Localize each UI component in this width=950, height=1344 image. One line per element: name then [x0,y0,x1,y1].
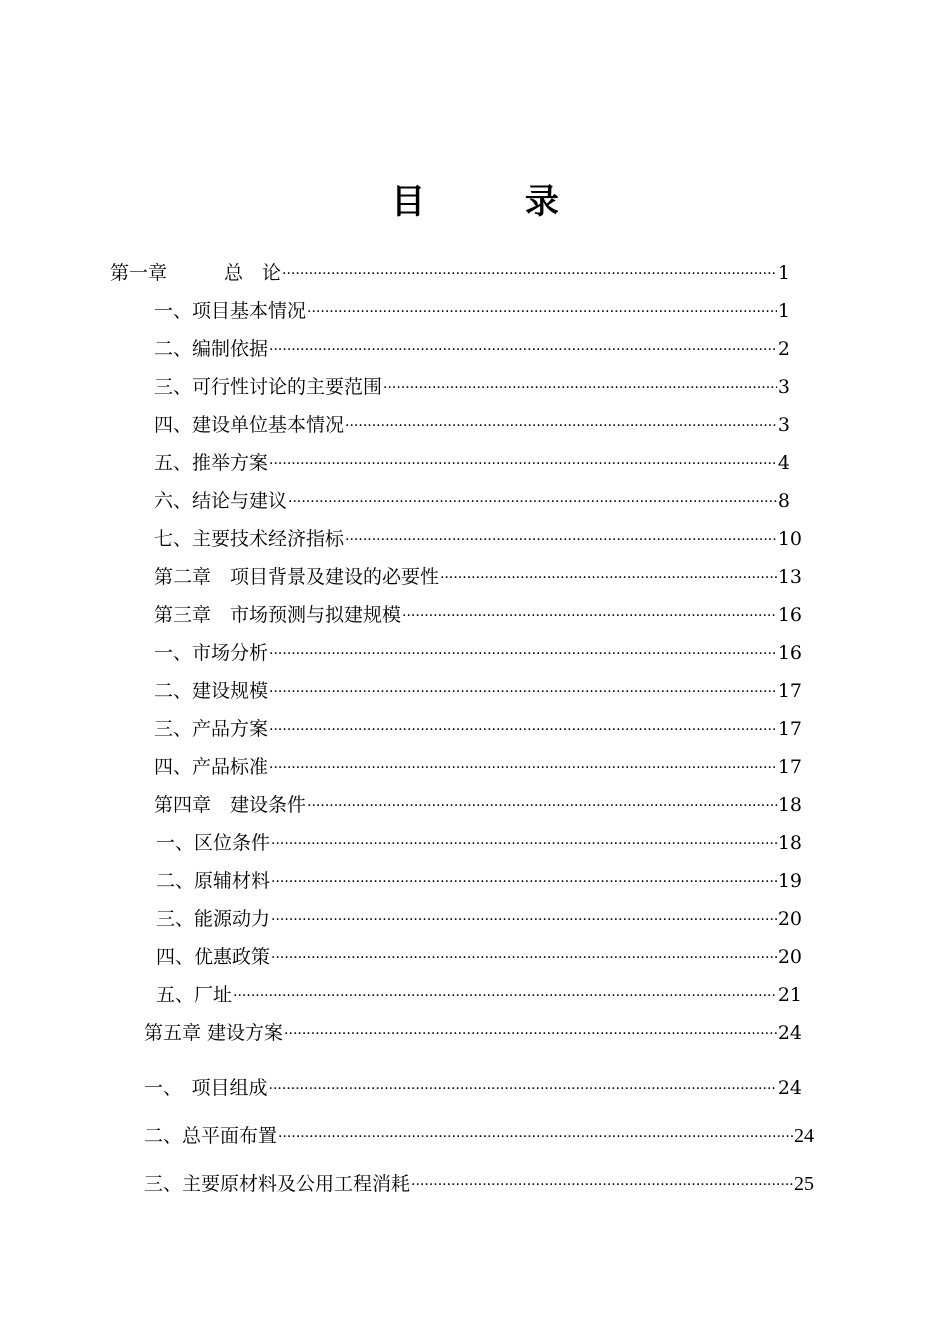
toc-entry-title: 第四章 建设条件 [154,794,307,816]
toc-dot-leader [269,337,777,363]
toc-dot-leader [269,451,777,477]
toc-entry-page-number: 19 [777,870,802,892]
toc-dot-leader [278,1124,793,1150]
toc-entry-page-number: 8 [777,490,790,512]
toc-dot-leader [411,1172,793,1198]
toc-entry[interactable] [154,412,790,438]
toc-entry[interactable] [154,754,802,780]
toc-dot-leader [269,717,777,743]
toc-entry-page-number: 18 [777,794,802,816]
toc-dot-leader [269,679,777,705]
toc-entry[interactable] [154,792,802,818]
toc-entry-page-number: 10 [777,528,802,550]
toc-dot-leader [271,869,777,895]
toc-entry-title: 三、可行性讨论的主要范围 [154,376,383,398]
toc-entry[interactable] [154,564,802,590]
toc-entry[interactable] [144,1123,814,1149]
toc-entry[interactable] [154,526,802,552]
toc-entry[interactable] [156,944,802,970]
toc-entry-title: 二、编制依据 [154,338,269,360]
toc-entry-title: 一、 项目组成 [144,1077,268,1099]
toc-dot-leader [307,793,777,819]
toc-entry-page-number: 16 [777,642,802,664]
toc-entry[interactable] [144,1020,802,1046]
toc-entry-page-number: 24 [777,1022,802,1044]
toc-entry-page-number: 17 [777,680,802,702]
toc-dot-leader [269,755,777,781]
toc-entry[interactable] [154,640,802,666]
toc-entry-title: 五、厂址 [156,984,233,1006]
toc-entry-page-number: 20 [777,946,802,968]
toc-entry-page-number: 1 [777,300,790,322]
toc-dot-leader [271,945,777,971]
toc-dot-leader [288,489,777,515]
toc-entry-title: 四、产品标准 [154,756,269,778]
toc-dot-leader [282,261,777,287]
toc-entry-title: 四、优惠政策 [156,946,271,968]
toc-entry-page-number: 17 [777,756,802,778]
toc-dot-leader [269,1076,777,1102]
toc-entry[interactable] [154,488,790,514]
toc-entry[interactable] [154,374,790,400]
page-title: 目 录 [391,182,603,222]
toc-entry[interactable] [156,868,802,894]
toc-entry[interactable] [110,260,790,286]
toc-entry-title: 六、结论与建议 [154,490,288,512]
toc-dot-leader [383,375,777,401]
toc-dot-leader [271,831,777,857]
toc-entry-page-number: 3 [777,376,790,398]
toc-entry-page-number: 18 [777,832,802,854]
toc-entry-title: 七、主要技术经济指标 [154,528,345,550]
toc-entry-title: 第五章 建设方案 [144,1022,284,1044]
toc-dot-leader [271,907,777,933]
toc-entry[interactable] [156,906,802,932]
toc-entry-page-number: 21 [777,984,802,1006]
toc-entry-title: 五、推举方案 [154,452,269,474]
toc-dot-leader [345,527,777,553]
toc-entry-page-number: 13 [777,566,802,588]
toc-dot-leader [402,603,777,629]
toc-entry-title: 三、产品方案 [154,718,269,740]
toc-entry-page-number: 24 [794,1125,814,1147]
toc-entry-page-number: 20 [777,908,802,930]
toc-entry-page-number: 4 [777,452,790,474]
toc-entry-title: 二、建设规模 [154,680,269,702]
toc-entry-title: 第二章 项目背景及建设的必要性 [154,566,440,588]
toc-entry[interactable] [154,336,790,362]
toc-dot-leader [233,983,777,1009]
toc-entry-title: 二、总平面布置 [144,1125,278,1147]
toc-entry[interactable] [156,982,802,1008]
toc-entry-page-number: 24 [777,1077,802,1099]
toc-entry[interactable] [154,602,802,628]
toc-entry-title: 三、能源动力 [156,908,271,930]
toc-entry-title: 第三章 市场预测与拟建规模 [154,604,402,626]
toc-entry[interactable] [144,1075,802,1101]
toc-entry-page-number: 25 [794,1173,814,1195]
toc-entry-title: 二、原辅材料 [156,870,271,892]
toc-entry-page-number: 16 [777,604,802,626]
toc-entry-title: 四、建设单位基本情况 [154,414,345,436]
toc-entry[interactable] [144,1171,814,1197]
toc-entry[interactable] [154,678,802,704]
toc-entry-title: 一、项目基本情况 [154,300,307,322]
toc-entry[interactable] [156,830,802,856]
toc-dot-leader [284,1021,777,1047]
toc-entry-page-number: 1 [777,262,790,284]
toc-entry[interactable] [154,450,790,476]
toc-entry-title: 一、市场分析 [154,642,269,664]
toc-entry-title: 一、区位条件 [156,832,271,854]
toc-entry[interactable] [154,298,790,324]
toc-entry-title: 第一章 总 论 [110,262,282,284]
toc-dot-leader [345,413,777,439]
toc-entry-title: 三、主要原材料及公用工程消耗 [144,1173,411,1195]
toc-entry[interactable] [154,716,802,742]
toc-dot-leader [307,299,777,325]
toc-entry-page-number: 3 [777,414,790,436]
toc-entry-page-number: 2 [777,338,790,360]
toc-dot-leader [269,641,777,667]
toc-dot-leader [440,565,777,591]
toc-entry-page-number: 17 [777,718,802,740]
